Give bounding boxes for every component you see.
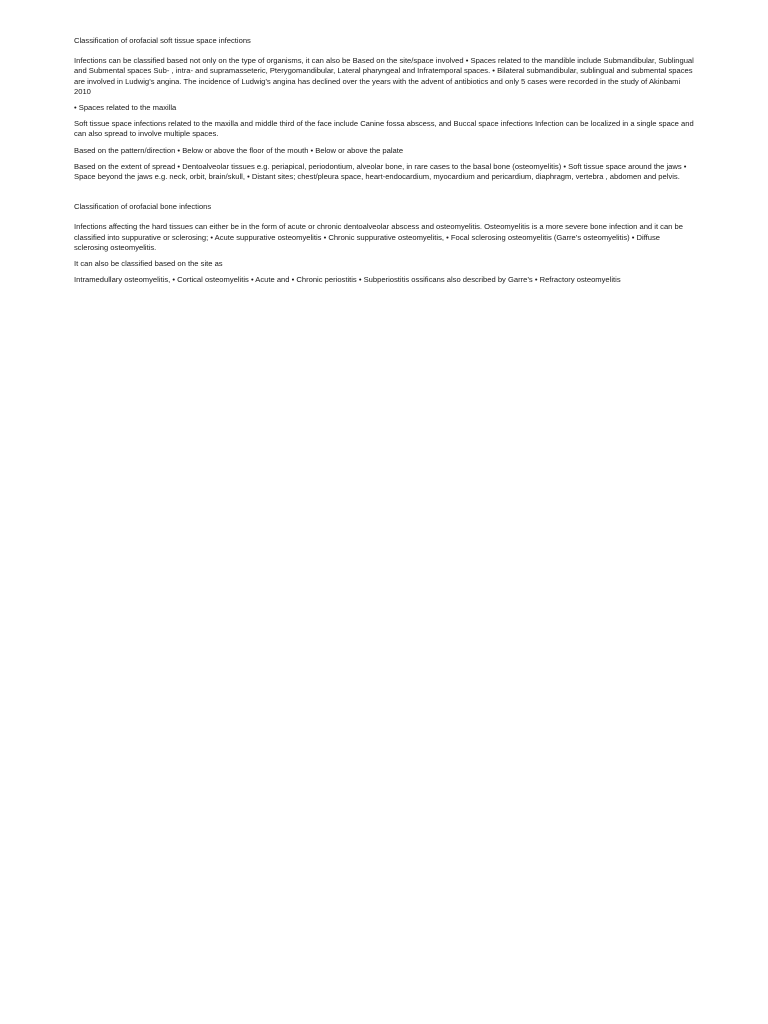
document-content <box>74 36 694 291</box>
paragraph-hard-tissue-infections: Infections affecting the hard tissues can either be in the form of acute or chronic dentoalveolar abscess and osteomyelitis. Osteomyelitis is a more severe bone infection and it can be classified into suppurative or sclerosing; • Acute suppurative osteomyelitis • Chronic suppurative osteomyelitis, • Focal sclerosing osteomyelitis (Garre’s osteomyelitis) • Diffuse sclerosing osteomyelitis. <box>74 222 683 252</box>
section-heading-bone-infections: Classification of orofacial bone infections <box>74 202 212 212</box>
paragraph-maxilla-spaces: • Spaces related to the maxilla <box>74 103 177 113</box>
paragraph-site-space: Infections can be classified based not only on the type of organisms, it can also be Based on the site/space involved • Spaces related to the mandible include Submandibular, Sublingual and Submental spaces Sub- , intra- and supramasseteric, Pterygomandibular, Lateral pharyngeal and Infratemporal spaces. • Bilateral submandibular, sublingual and submental spaces are involved in Ludwig’s angina. The incidence of Ludwig’s angina has declined over the years with the advent of antibiotics and only 5 cases were recorded in the study of Akinbami 2010 <box>74 56 694 96</box>
paragraph-pattern-direction: Based on the pattern/direction • Below or above the floor of the mouth • Below or above the palate <box>74 145 404 155</box>
paragraph-extent-of-spread: Based on the extent of spread • Dentoalveolar tissues e.g. periapical, periodontium, alveolar bone, in rare cases to the basal bone (osteomyelitis) • Soft tissue space around the jaws • Space beyond the jaws e.g. neck, orbit, brain/skull, • Distant sites; chest/pleura space, heart-endocardium, myocardium and pericardium, diaphragm, vertebra , abdomen and pelvis. <box>74 161 687 182</box>
paragraph-site-classification: It can also be classified based on the site as <box>74 259 223 269</box>
section-spacer <box>74 188 694 202</box>
paragraph-maxilla-infections: Soft tissue space infections related to the maxilla and middle third of the face include Canine fossa abscess, and Buccal space infections Infection can be localized in a single space and can also spread to involve multiple spaces. <box>74 119 694 139</box>
paragraph-osteomyelitis-types: Intramedullary osteomyelitis, • Cortical osteomyelitis • Acute and • Chronic periostitis • Subperiostitis ossificans also described by Garre’s • Refractory osteomyelitis <box>74 275 621 285</box>
section-heading-soft-tissue: Classification of orofacial soft tissue space infections <box>74 36 251 45</box>
